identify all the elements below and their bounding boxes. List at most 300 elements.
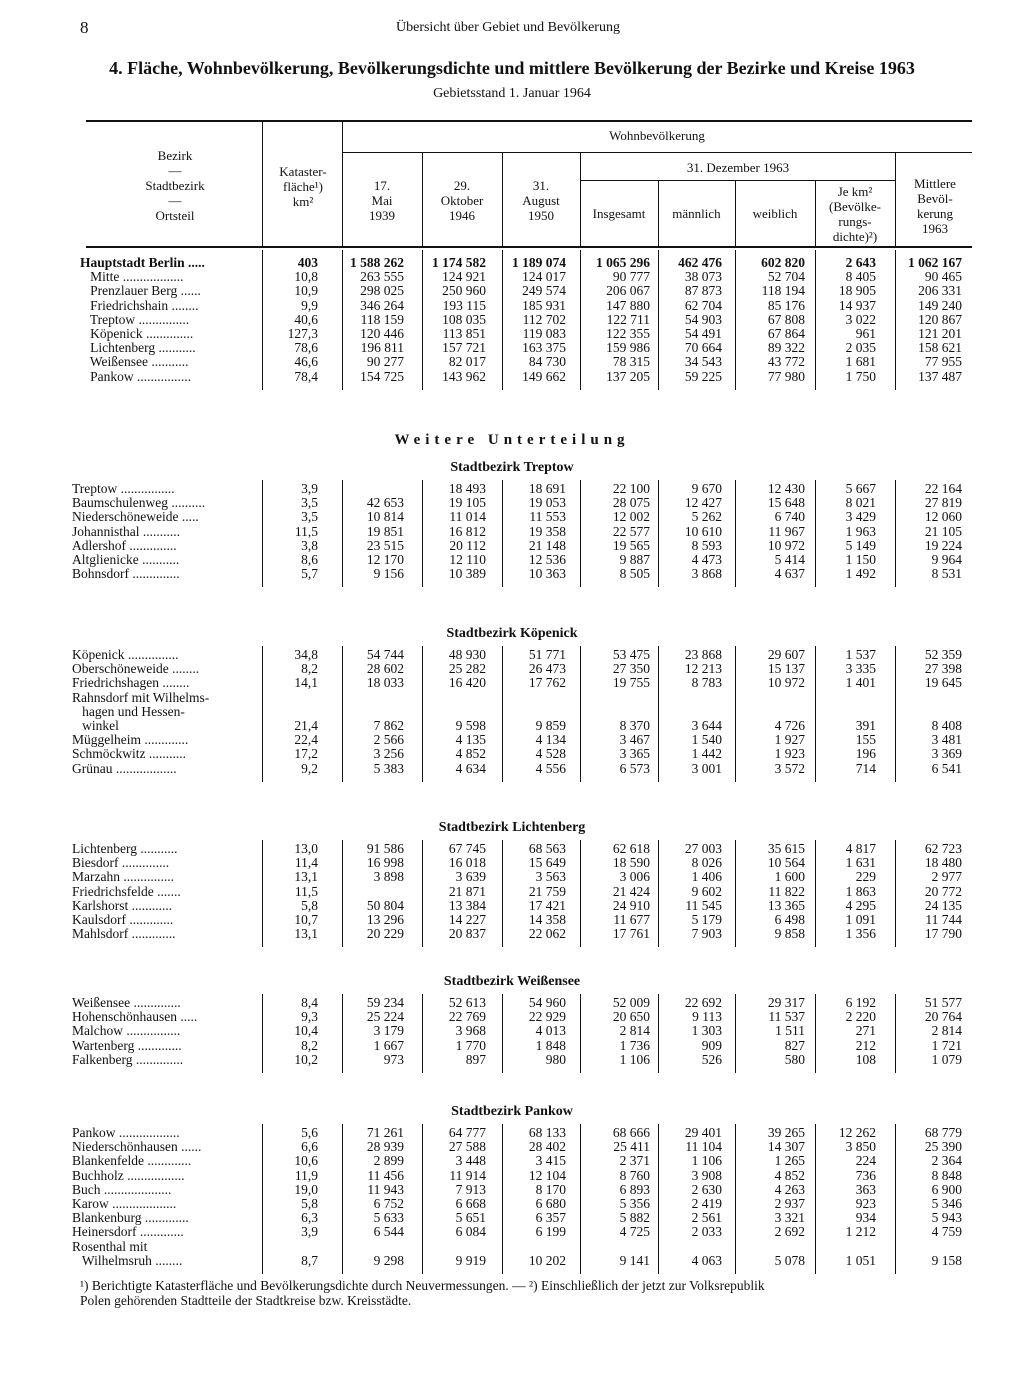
cell-value: 2 035 bbox=[845, 340, 876, 356]
subdistrict-row bbox=[0, 567, 1024, 581]
cell-value: 25 224 bbox=[366, 1009, 404, 1025]
cell-value: 196 bbox=[855, 746, 876, 762]
cell-value: 5,8 bbox=[301, 897, 318, 913]
cell-value: 149 662 bbox=[522, 368, 566, 384]
cell-value: 2 371 bbox=[619, 1153, 650, 1169]
cell-value: 2 899 bbox=[373, 1153, 404, 1169]
cell-value: 250 960 bbox=[442, 283, 486, 299]
cell-value: 3 908 bbox=[691, 1167, 722, 1183]
column-heading-line: Oktober bbox=[440, 193, 484, 208]
cell-value: 16 812 bbox=[448, 523, 486, 539]
cell-value: 8 760 bbox=[619, 1167, 650, 1183]
cell-value: 85 176 bbox=[767, 297, 805, 313]
cell-value: 9 156 bbox=[373, 566, 404, 582]
bezirk-heading-line: Stadtbezirk bbox=[145, 178, 205, 193]
cell-value: 8 405 bbox=[845, 269, 876, 285]
cell-value: 3 898 bbox=[373, 869, 404, 885]
subdistrict-row bbox=[0, 719, 1024, 733]
cell-value: 159 986 bbox=[606, 340, 650, 356]
cell-value: 10 610 bbox=[684, 523, 722, 539]
cell-value: 2 643 bbox=[845, 255, 876, 270]
subdistrict-row bbox=[0, 747, 1024, 761]
cell-value: 1 174 582 bbox=[432, 255, 486, 270]
cell-value: 9,9 bbox=[301, 297, 318, 313]
page-header bbox=[0, 18, 1024, 42]
cell-value: 147 880 bbox=[606, 297, 650, 313]
subdistrict-row bbox=[0, 733, 1024, 747]
cell-value: 20 650 bbox=[612, 1009, 650, 1025]
cell-value: 12 002 bbox=[612, 509, 650, 525]
row-label: winkel bbox=[72, 718, 119, 733]
cell-value: 363 bbox=[855, 1181, 876, 1197]
cell-value: 9 158 bbox=[931, 1252, 962, 1268]
cell-value: 3 563 bbox=[535, 869, 566, 885]
cell-value: 12 262 bbox=[838, 1125, 876, 1140]
cell-value: 9 964 bbox=[931, 552, 962, 567]
cell-value: 21,4 bbox=[294, 718, 318, 733]
row-label: Johannisthal ........... bbox=[72, 523, 180, 539]
cell-value: 154 725 bbox=[360, 368, 404, 384]
cell-value: 21 148 bbox=[528, 537, 566, 553]
column-heading bbox=[502, 178, 580, 223]
cell-value: 206 067 bbox=[606, 283, 650, 299]
cell-value: 9 141 bbox=[619, 1252, 650, 1268]
cell-value: 42 653 bbox=[366, 495, 404, 511]
cell-value: 10,6 bbox=[294, 1153, 318, 1169]
cell-value: 4 134 bbox=[535, 732, 566, 748]
kataster-heading bbox=[264, 164, 342, 209]
cell-value: 1 062 167 bbox=[908, 255, 962, 270]
section-heading: Stadtbezirk Pankow bbox=[451, 1104, 573, 1119]
cell-value: 8,2 bbox=[301, 1037, 318, 1053]
footnote-line: ¹) Berichtigte Katasterfläche und Bevölkerungsdichte durch Neuvermessungen. — ²) Einschließlich der jetzt zur Volksrepublik bbox=[80, 1278, 765, 1293]
cell-value: 53 475 bbox=[612, 647, 650, 662]
subdistrict-row bbox=[0, 762, 1024, 776]
dez1963-heading: 31. Dezember 1963 bbox=[686, 160, 790, 175]
cell-value: 3 968 bbox=[455, 1023, 486, 1039]
cell-value: 5 262 bbox=[691, 509, 722, 525]
cell-value: 2 630 bbox=[691, 1181, 722, 1197]
cell-value: 67 864 bbox=[767, 326, 805, 341]
cell-value: 10,4 bbox=[294, 1023, 318, 1039]
cell-value: 12 430 bbox=[767, 481, 805, 496]
cell-value: 1 923 bbox=[774, 746, 805, 762]
cell-value: 127,3 bbox=[287, 326, 318, 341]
cell-value: 28 402 bbox=[528, 1139, 566, 1155]
cell-value: 3 850 bbox=[845, 1139, 876, 1155]
subdistrict-row bbox=[0, 705, 1024, 719]
column-heading-line: kerung bbox=[916, 206, 954, 221]
cell-value: 40,6 bbox=[294, 311, 318, 327]
row-label: Friedrichshain ........ bbox=[80, 297, 199, 313]
cell-value: 224 bbox=[855, 1153, 876, 1169]
column-heading-line: männlich bbox=[672, 206, 721, 221]
cell-value: 897 bbox=[465, 1051, 486, 1067]
row-label: Niederschönhausen ...... bbox=[72, 1139, 202, 1155]
cell-value: 1 079 bbox=[931, 1051, 962, 1067]
row-label: Mitte .................. bbox=[80, 269, 184, 285]
cell-value: 26 473 bbox=[528, 661, 566, 677]
cell-value: 59 225 bbox=[684, 368, 722, 384]
subdistrict-row bbox=[0, 1211, 1024, 1225]
row-label: Pankow ................ bbox=[80, 368, 191, 384]
cell-value: 9 919 bbox=[455, 1252, 486, 1268]
cell-value: 5 882 bbox=[619, 1210, 650, 1226]
dez-rule bbox=[580, 180, 896, 181]
column-heading-line: Mai bbox=[371, 193, 393, 208]
cell-value: 28 939 bbox=[366, 1139, 404, 1155]
cell-value: 3 429 bbox=[845, 509, 876, 525]
cell-value: 22,4 bbox=[294, 732, 318, 748]
cell-value: 1 212 bbox=[845, 1224, 876, 1240]
cell-value: 3 448 bbox=[455, 1153, 486, 1169]
section-heading: Stadtbezirk Weißensee bbox=[443, 974, 581, 989]
cell-value: 5 633 bbox=[373, 1210, 404, 1226]
cell-value: 1 736 bbox=[619, 1037, 650, 1053]
cell-value: 2 566 bbox=[373, 732, 404, 748]
cell-value: 68 563 bbox=[528, 841, 566, 856]
row-label: Grünau .................. bbox=[72, 760, 177, 776]
section-heading: Stadtbezirk Lichtenberg bbox=[438, 820, 586, 835]
cell-value: 11 014 bbox=[449, 509, 486, 525]
cell-value: 119 083 bbox=[522, 326, 566, 341]
cell-value: 1 065 296 bbox=[596, 255, 650, 270]
subdistrict-row bbox=[0, 662, 1024, 676]
cell-value: 3 022 bbox=[845, 311, 876, 327]
cell-value: 11,5 bbox=[294, 523, 318, 539]
cell-value: 3 006 bbox=[619, 869, 650, 885]
cell-value: 2 033 bbox=[691, 1224, 722, 1240]
cell-value: 21 424 bbox=[612, 883, 650, 899]
cell-value: 90 777 bbox=[612, 269, 650, 285]
cell-value: 6,6 bbox=[301, 1139, 318, 1155]
cell-value: 3 868 bbox=[691, 566, 722, 582]
cell-value: 28 075 bbox=[612, 495, 650, 511]
cell-value: 24 135 bbox=[924, 897, 962, 913]
cell-value: 11 914 bbox=[449, 1167, 486, 1183]
subdistrict-row bbox=[0, 1225, 1024, 1239]
subdistrict-row bbox=[0, 842, 1024, 856]
cell-value: 1 863 bbox=[845, 883, 876, 899]
cell-value: 2 220 bbox=[845, 1009, 876, 1025]
cell-value: 62 704 bbox=[684, 297, 722, 313]
cell-value: 10 202 bbox=[528, 1252, 566, 1268]
cell-value: 3 467 bbox=[619, 732, 650, 748]
cell-value: 6 357 bbox=[535, 1210, 566, 1226]
cell-value: 20 229 bbox=[366, 926, 404, 942]
cell-value: 5,7 bbox=[301, 566, 318, 582]
cell-value: 20 764 bbox=[924, 1009, 962, 1025]
cell-value: 21 759 bbox=[528, 883, 566, 899]
cell-value: 137 487 bbox=[918, 368, 962, 384]
subdistrict-row bbox=[0, 913, 1024, 927]
cell-value: 2 419 bbox=[691, 1196, 722, 1211]
cell-value: 9,2 bbox=[301, 760, 318, 776]
cell-value: 11 537 bbox=[768, 1009, 805, 1025]
cell-value: 51 577 bbox=[924, 995, 962, 1010]
cell-value: 3 179 bbox=[373, 1023, 404, 1039]
cell-value: 77 955 bbox=[924, 354, 962, 370]
column-heading-line: dichte)²) bbox=[832, 229, 878, 244]
cell-value: 29 317 bbox=[767, 995, 805, 1010]
footnotes bbox=[80, 1278, 980, 1308]
cell-value: 14,1 bbox=[294, 675, 318, 691]
cell-value: 62 723 bbox=[924, 841, 962, 856]
cell-value: 9 887 bbox=[619, 552, 650, 567]
district-row bbox=[0, 299, 1024, 313]
column-heading bbox=[580, 206, 658, 221]
cell-value: 9 859 bbox=[535, 718, 566, 733]
district-row bbox=[0, 284, 1024, 298]
column-heading-line: Insgesamt bbox=[592, 206, 646, 221]
cell-value: 3 415 bbox=[535, 1153, 566, 1169]
cell-value: 1 106 bbox=[619, 1051, 650, 1067]
district-row bbox=[0, 270, 1024, 284]
kataster-heading-line: km² bbox=[292, 194, 314, 209]
section-heading: Stadtbezirk Treptow bbox=[450, 460, 574, 475]
cell-value: 6 752 bbox=[373, 1196, 404, 1211]
cell-value: 13,1 bbox=[294, 926, 318, 942]
cell-value: 2 977 bbox=[931, 869, 962, 885]
cell-value: 1 750 bbox=[845, 368, 876, 384]
cell-value: 14 307 bbox=[767, 1139, 805, 1155]
cell-value: 22 100 bbox=[612, 481, 650, 496]
cell-value: 68 779 bbox=[924, 1125, 962, 1140]
cell-value: 3 335 bbox=[845, 661, 876, 677]
cell-value: 6 541 bbox=[931, 760, 962, 776]
cell-value: 12 104 bbox=[528, 1167, 566, 1183]
cell-value: 736 bbox=[855, 1167, 876, 1183]
cell-value: 20 772 bbox=[924, 883, 962, 899]
row-label: Karlshorst ............ bbox=[72, 897, 173, 913]
row-label: Rosenthal mit bbox=[72, 1238, 148, 1254]
cell-value: 10 814 bbox=[366, 509, 404, 525]
cell-value: 51 771 bbox=[528, 647, 566, 662]
cell-value: 28 602 bbox=[366, 661, 404, 677]
cell-value: 15 648 bbox=[767, 495, 805, 511]
cell-value: 1 963 bbox=[845, 523, 876, 539]
cell-value: 4 634 bbox=[455, 760, 486, 776]
district-row bbox=[0, 313, 1024, 327]
district-row bbox=[0, 370, 1024, 384]
row-label: Müggelheim ............. bbox=[72, 732, 189, 748]
row-label: Lichtenberg ........... bbox=[72, 841, 178, 856]
cell-value: 3 321 bbox=[774, 1210, 805, 1226]
cell-value: 934 bbox=[855, 1210, 876, 1226]
cell-value: 1 150 bbox=[845, 552, 876, 567]
cell-value: 157 721 bbox=[442, 340, 486, 356]
cell-value: 21 105 bbox=[924, 523, 962, 539]
cell-value: 2 692 bbox=[774, 1224, 805, 1240]
column-heading-line: Mittlere bbox=[914, 176, 956, 191]
subdistrict-row bbox=[0, 1183, 1024, 1197]
cell-value: 122 711 bbox=[606, 311, 650, 327]
cell-value: 4 063 bbox=[691, 1252, 722, 1268]
cell-value: 6 084 bbox=[455, 1224, 486, 1240]
cell-value: 21 871 bbox=[448, 883, 486, 899]
cell-value: 54 960 bbox=[528, 995, 566, 1010]
cell-value: 3 639 bbox=[455, 869, 486, 885]
subdistrict-row bbox=[0, 885, 1024, 899]
cell-value: 118 159 bbox=[360, 311, 404, 327]
cell-value: 4 473 bbox=[691, 552, 722, 567]
bezirk-heading-line: — bbox=[168, 193, 182, 208]
subdistrict-row bbox=[0, 996, 1024, 1010]
subdistrict-row bbox=[0, 648, 1024, 662]
cell-value: 10,2 bbox=[294, 1051, 318, 1067]
cell-value: 82 017 bbox=[448, 354, 486, 370]
cell-value: 6 893 bbox=[619, 1181, 650, 1197]
cell-value: 298 025 bbox=[360, 283, 404, 299]
cell-value: 1 721 bbox=[931, 1037, 962, 1053]
cell-value: 1 106 bbox=[691, 1153, 722, 1169]
row-label: Buchholz ................. bbox=[72, 1167, 185, 1183]
cell-value: 19 105 bbox=[448, 495, 486, 511]
row-label: Wilhelmsruh ........ bbox=[72, 1252, 183, 1268]
cell-value: 25 411 bbox=[613, 1139, 650, 1155]
cell-value: 124 017 bbox=[522, 269, 566, 285]
cell-value: 3,8 bbox=[301, 537, 318, 553]
cell-value: 27 398 bbox=[924, 661, 962, 677]
row-label: Biesdorf .............. bbox=[72, 855, 170, 871]
cell-value: 1 588 262 bbox=[350, 255, 404, 270]
cell-value: 6 498 bbox=[774, 912, 805, 927]
cell-value: 89 322 bbox=[767, 340, 805, 356]
cell-value: 13 365 bbox=[767, 897, 805, 913]
row-label: Weißensee .............. bbox=[72, 995, 181, 1010]
cell-value: 8 170 bbox=[535, 1181, 566, 1197]
column-heading-line: Je km² bbox=[837, 184, 873, 199]
column-heading-line: 1963 bbox=[922, 221, 948, 236]
row-label: Buch .................... bbox=[72, 1181, 172, 1197]
cell-value: 20 112 bbox=[449, 537, 486, 553]
cell-value: 6 680 bbox=[535, 1196, 566, 1211]
cell-value: 6 192 bbox=[845, 995, 876, 1010]
cell-value: 29 401 bbox=[684, 1125, 722, 1140]
row-label: Niederschöneweide ..... bbox=[72, 509, 199, 525]
cell-value: 13 296 bbox=[366, 912, 404, 927]
cell-value: 9 670 bbox=[691, 481, 722, 496]
row-label: Karow ................... bbox=[72, 1196, 177, 1211]
column-heading bbox=[422, 178, 502, 223]
cell-value: 62 618 bbox=[612, 841, 650, 856]
cell-value: 3 572 bbox=[774, 760, 805, 776]
subdistrict-row bbox=[0, 1024, 1024, 1038]
row-label: Treptow ............... bbox=[80, 311, 190, 327]
cell-value: 3,5 bbox=[301, 495, 318, 511]
cell-value: 11 104 bbox=[685, 1139, 722, 1155]
page-number: 8 bbox=[80, 18, 89, 37]
cell-value: 1 303 bbox=[691, 1023, 722, 1039]
row-label: Oberschöneweide ........ bbox=[72, 661, 200, 677]
cell-value: 17 761 bbox=[612, 926, 650, 942]
column-heading-line: Bevöl- bbox=[917, 191, 953, 206]
row-label: Kaulsdorf ............. bbox=[72, 912, 174, 927]
cell-value: 3,5 bbox=[301, 509, 318, 525]
cell-value: 7 903 bbox=[691, 926, 722, 942]
cell-value: 9 602 bbox=[691, 883, 722, 899]
cell-value: 1 681 bbox=[845, 354, 876, 370]
cell-value: 67 808 bbox=[767, 311, 805, 327]
cell-value: 52 613 bbox=[448, 995, 486, 1010]
cell-value: 3,9 bbox=[301, 481, 318, 496]
cell-value: 22 769 bbox=[448, 1009, 486, 1025]
cell-value: 1 265 bbox=[774, 1153, 805, 1169]
cell-value: 5,8 bbox=[301, 1196, 318, 1211]
cell-value: 5 943 bbox=[931, 1210, 962, 1226]
cell-value: 3,9 bbox=[301, 1224, 318, 1240]
column-heading-line: weiblich bbox=[752, 206, 798, 221]
cell-value: 6 199 bbox=[535, 1224, 566, 1240]
wohnbev-rule bbox=[342, 152, 972, 153]
cell-value: 155 bbox=[855, 732, 876, 748]
row-label: Mahlsdorf ............. bbox=[72, 926, 176, 942]
cell-value: 5 356 bbox=[619, 1196, 650, 1211]
column-heading-line: 31. bbox=[532, 178, 550, 193]
cell-value: 91 586 bbox=[366, 841, 404, 856]
cell-value: 4 725 bbox=[619, 1224, 650, 1240]
row-label: Adlershof .............. bbox=[72, 537, 177, 553]
cell-value: 90 465 bbox=[924, 269, 962, 285]
cell-value: 87 873 bbox=[684, 283, 722, 299]
cell-value: 19 755 bbox=[612, 675, 650, 691]
cell-value: 4 556 bbox=[535, 760, 566, 776]
cell-value: 137 205 bbox=[606, 368, 650, 384]
cell-value: 973 bbox=[383, 1051, 404, 1067]
cell-value: 6 740 bbox=[774, 509, 805, 525]
subdistrict-row bbox=[0, 1197, 1024, 1211]
wohnbevoelkerung-heading: Wohnbevölkerung bbox=[609, 128, 705, 143]
subdistrict-row bbox=[0, 691, 1024, 705]
cell-value: 2 561 bbox=[691, 1210, 722, 1226]
cell-value: 2 364 bbox=[931, 1153, 962, 1169]
cell-value: 11 822 bbox=[768, 883, 805, 899]
cell-value: 8 505 bbox=[619, 566, 650, 582]
table-subtitle: Gebietsstand 1. Januar 1964 bbox=[433, 86, 591, 101]
cell-value: 50 804 bbox=[366, 897, 404, 913]
cell-value: 1 051 bbox=[845, 1252, 876, 1268]
cell-value: 1 356 bbox=[845, 926, 876, 942]
cell-value: 35 615 bbox=[767, 841, 805, 856]
cell-value: 13,1 bbox=[294, 869, 318, 885]
subdistrict-row bbox=[0, 1039, 1024, 1053]
table-title: 4. Fläche, Wohnbevölkerung, Bevölkerungsdichte und mittlere Bevölkerung der Bezirke und Kreise 1963 bbox=[109, 58, 915, 78]
cell-value: 11 943 bbox=[367, 1181, 404, 1197]
row-label: Falkenberg .............. bbox=[72, 1051, 184, 1067]
row-label: Schmöckwitz ........... bbox=[72, 746, 186, 762]
cell-value: 12 060 bbox=[924, 509, 962, 525]
cell-value: 8 026 bbox=[691, 855, 722, 871]
row-label: hagen und Hessen- bbox=[72, 703, 185, 719]
cell-value: 271 bbox=[855, 1023, 876, 1039]
row-label: Pankow .................. bbox=[72, 1125, 180, 1140]
cell-value: 1 406 bbox=[691, 869, 722, 885]
cell-value: 8 370 bbox=[619, 718, 650, 733]
subdistrict-row bbox=[0, 1169, 1024, 1183]
cell-value: 9 598 bbox=[455, 718, 486, 733]
cell-value: 1 848 bbox=[535, 1037, 566, 1053]
cell-value: 980 bbox=[545, 1051, 566, 1067]
cell-value: 25 390 bbox=[924, 1139, 962, 1155]
cell-value: 602 820 bbox=[761, 255, 805, 270]
cell-value: 11 677 bbox=[613, 912, 650, 927]
cell-value: 22 062 bbox=[528, 926, 566, 942]
column-heading-line: (Bevölke- bbox=[829, 199, 881, 214]
cell-value: 19 645 bbox=[924, 675, 962, 691]
header-top-rule bbox=[86, 120, 972, 122]
cell-value: 1 667 bbox=[373, 1037, 404, 1053]
section-heading: Stadtbezirk Köpenick bbox=[446, 626, 578, 641]
